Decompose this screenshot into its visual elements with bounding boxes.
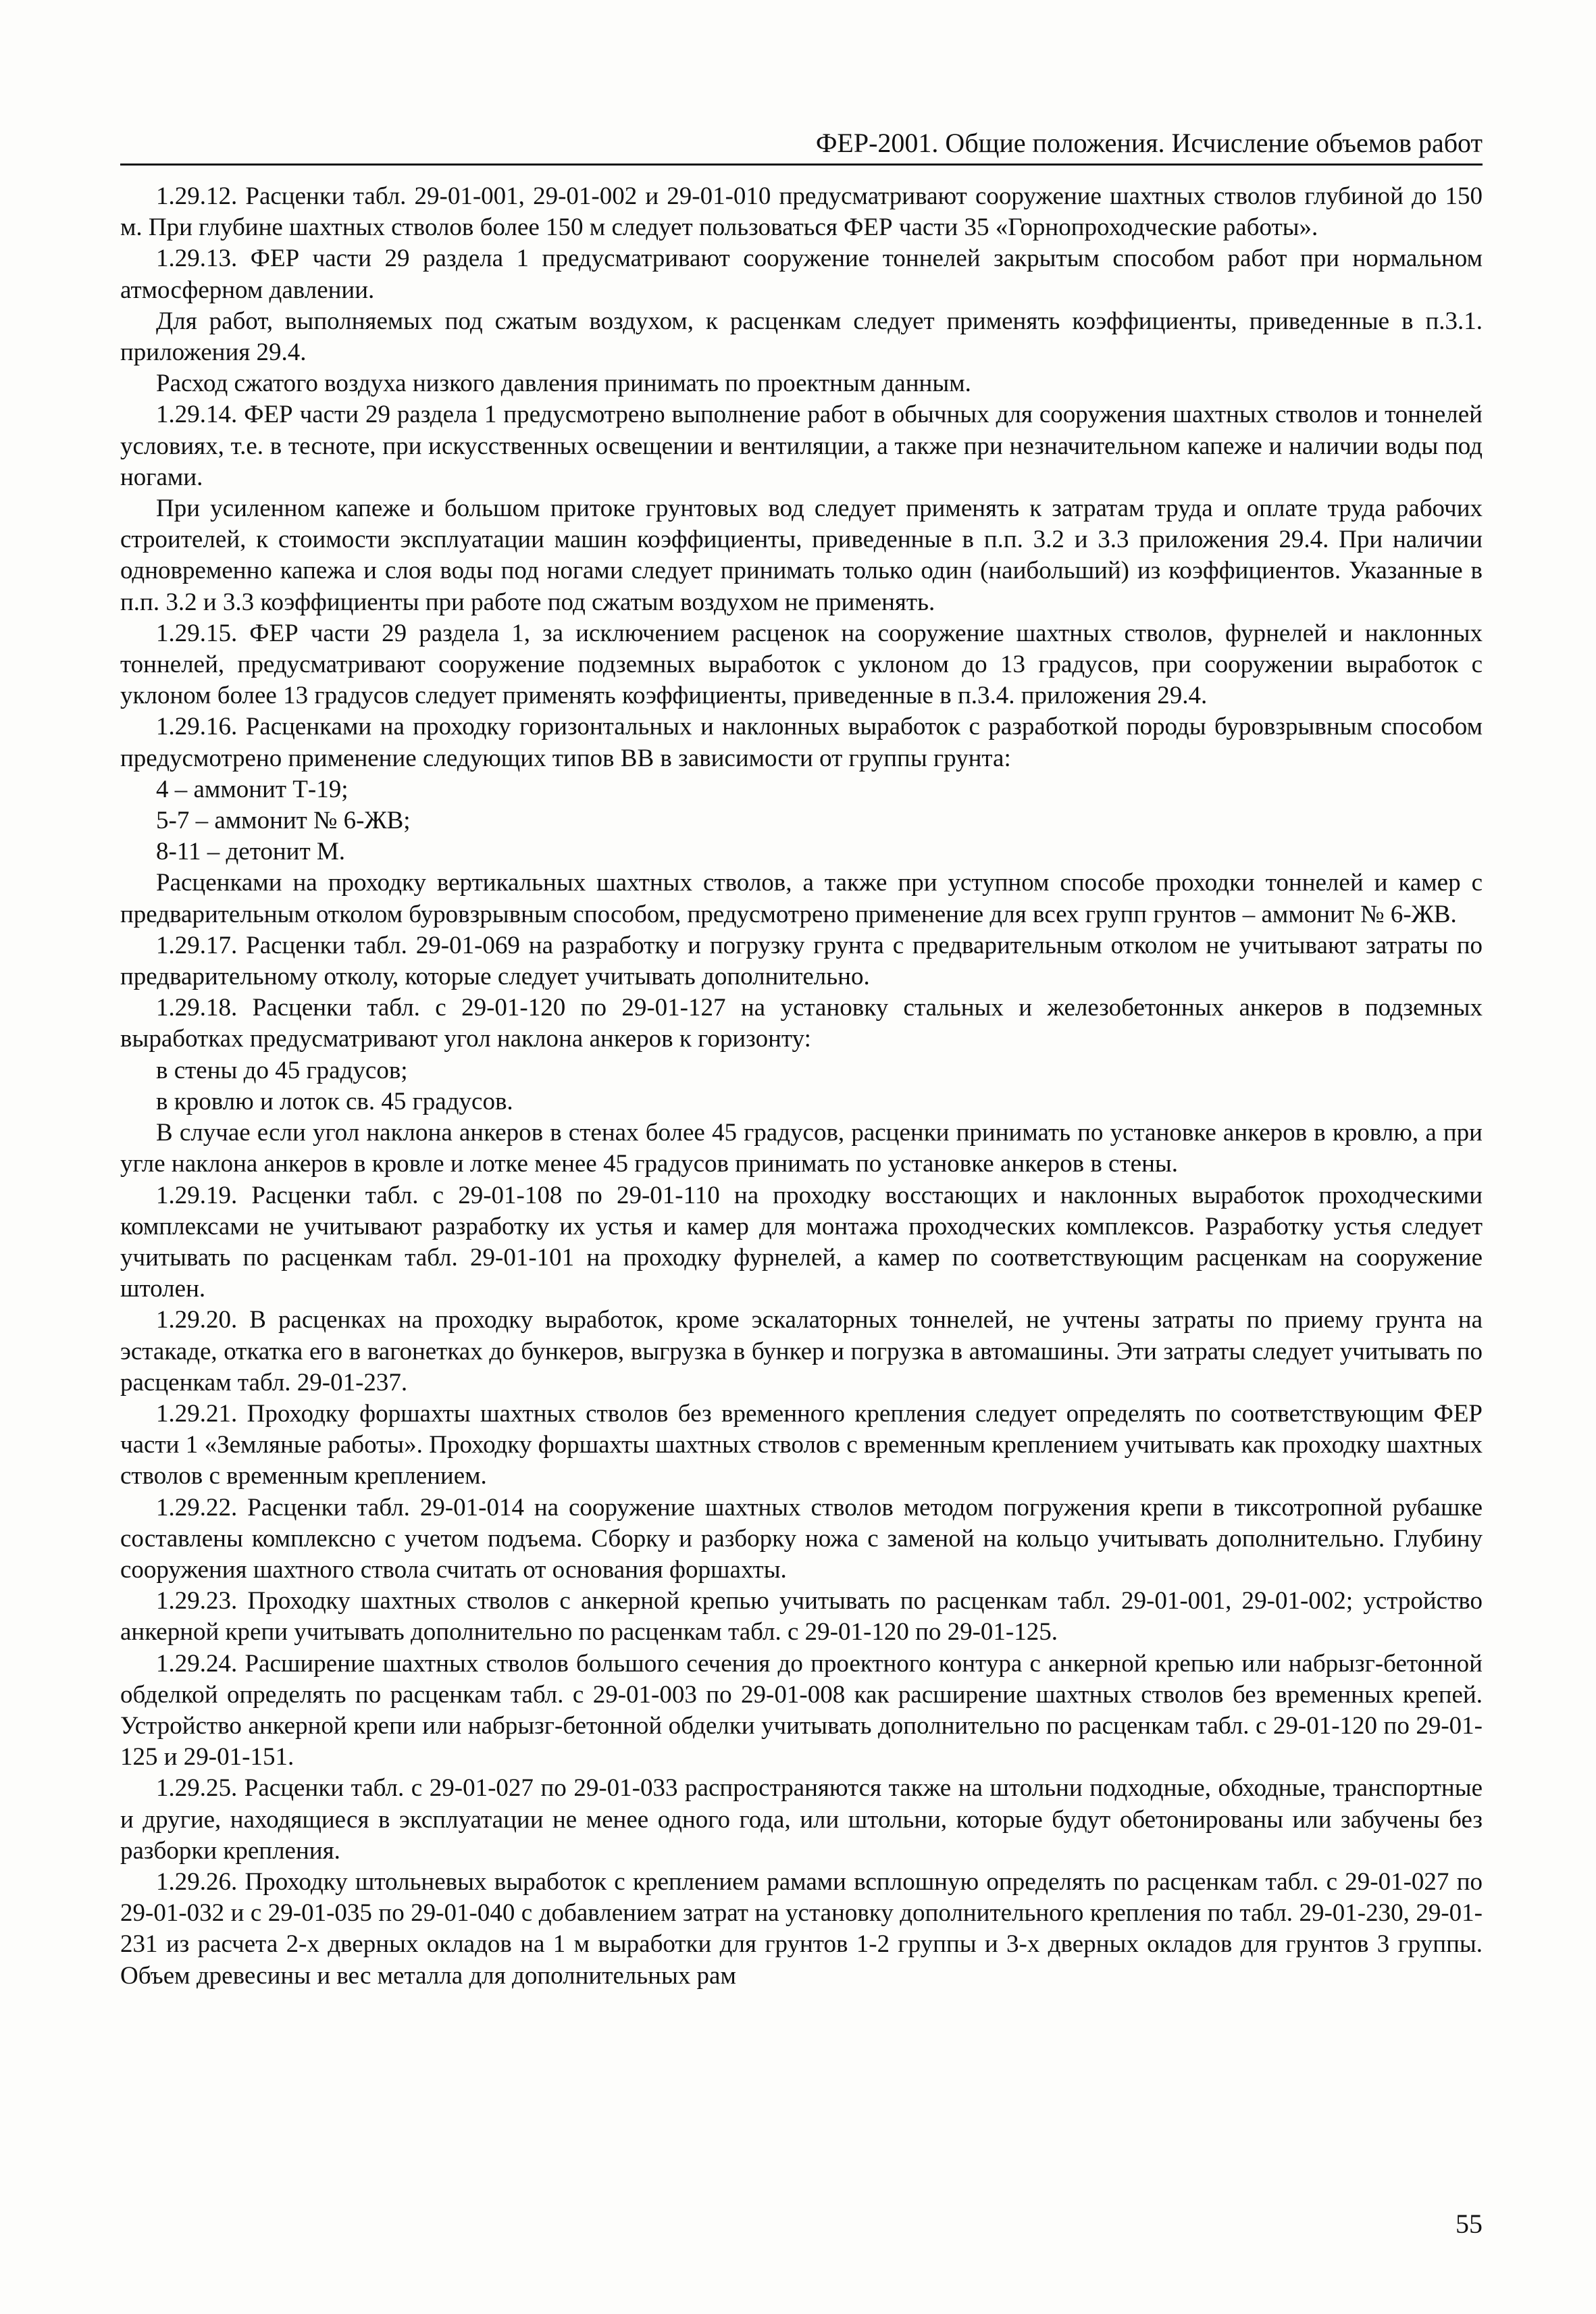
- paragraph-groundwater-coefficients: При усиленном капеже и большом притоке грунтовых вод следует применять к затратам труда и оплате труда рабочих строителей, к стоимости эксплуатации машин коэффициенты, приведенные в п.п. 3.2 и 3.3 приложения 29.4. При наличии одновременно капежа и слоя воды под ногами следует принимать только один (наибольший) из коэффициентов. Указанные в п.п. 3.2 и 3.3 коэффициенты при работе под сжатым воздухом не применять.: [120, 495, 1483, 616]
- paragraph-1-29-22: 1.29.22. Расценки табл. 29-01-014 на сооружение шахтных стволов методом погружения крепи в тиксотропной рубашке составлены комплексно с учетом подъема. Сборку и разборку ножа с заменой на кольцо учитывать дополнительно. Глубину сооружения шахтного ствола считать от основания форшахты.: [120, 1493, 1483, 1584]
- document-body: [120, 181, 1483, 1992]
- paragraph-1-29-21: 1.29.21. Проходку форшахты шахтных стволов без временного крепления следует определять по соответствующим ФЕР части 1 «Земляные работы». Проходку форшахты шахтных стволов с временным креплением учитывать как проходку шахтных стволов с временным креплением.: [120, 1399, 1483, 1490]
- paragraph-1-29-18: 1.29.18. Расценки табл. с 29-01-120 по 29-01-127 на установку стальных и железобетонных анкеров в подземных выработках предусматривают угол наклона анкеров к горизонту:: [120, 994, 1483, 1053]
- paragraph-vertical-shafts-explosive: Расценками на проходку вертикальных шахтных стволов, а также при уступном способе проходки тоннелей и камер с предварительным отколом буровзрывным способом, предусмотрено применение для всех групп грунтов – аммонит № 6-ЖВ.: [120, 869, 1483, 928]
- page-number: 55: [1456, 2209, 1483, 2239]
- paragraph-1-29-12: 1.29.12. Расценки табл. 29-01-001, 29-01-002 и 29-01-010 предусматривают сооружение шахтных стволов глубиной до 150 м. При глубине шахтных стволов более 150 м следует пользоваться ФЕР части 35 «Горнопроходческие работы».: [120, 182, 1483, 242]
- paragraph-1-29-25: 1.29.25. Расценки табл. с 29-01-027 по 29-01-033 распространяются также на штольни подходные, обходные, транспортные и другие, находящиеся в эксплуатации не менее одного года, или штольни, которые будут обетонированы или забучены без разборки крепления.: [120, 1774, 1483, 1865]
- list-item-explosive-group-5-7: 5-7 – аммонит № 6-ЖВ;: [156, 807, 411, 835]
- list-item-walls-angle: в стены до 45 градусов;: [156, 1056, 408, 1084]
- paragraph-1-29-20: 1.29.20. В расценках на проходку выработок, кроме эскалаторных тоннелей, не учтены затраты по приему грунта на эстакаде, откатка его в вагонетках до бункеров, выгрузка в бункер и погрузка в автомашины. Эти затраты следует учитывать по расценкам табл. 29-01-237.: [120, 1306, 1483, 1397]
- paragraph-1-29-19: 1.29.19. Расценки табл. с 29-01-108 по 29-01-110 на проходку восстающих и наклонных выработок проходческими комплексами не учитывают разработку их устья и камер для монтажа проходческих комплексов. Разработку устья следует учитывать по расценкам табл. 29-01-101 на проходку фурнелей, а камер по соответствующим расценкам на сооружение штолен.: [120, 1181, 1483, 1303]
- paragraph-1-29-14: 1.29.14. ФЕР части 29 раздела 1 предусмотрено выполнение работ в обычных для сооружения шахтных стволов и тоннелей условиях, т.е. в тесноте, при искусственных освещении и вентиляции, а также при незначительном капеже и наличии воды под ногами.: [120, 401, 1483, 491]
- list-item-explosive-group-8-11: 8-11 – детонит М.: [156, 838, 346, 866]
- paragraph-1-29-24: 1.29.24. Расширение шахтных стволов большого сечения до проектного контура с анкерной крепью или набрызг-бетонной обделкой определять по расценкам табл. с 29-01-003 по 29-01-008 как расширение шахтных стволов без временных крепей. Устройство анкерной крепи или набрызг-бетонной обделки учитывать дополнительно по расценкам табл. с 29-01-120 по 29-01-125 и 29-01-151.: [120, 1649, 1483, 1771]
- paragraph-1-29-23: 1.29.23. Проходку шахтных стволов с анкерной крепью учитывать по расценкам табл. 29-01-001, 29-01-002; устройство анкерной крепи учитывать дополнительно по расценкам табл. с 29-01-120 по 29-01-125.: [120, 1587, 1483, 1646]
- paragraph-1-29-16: 1.29.16. Расценками на проходку горизонтальных и наклонных выработок с разработкой породы буровзрывным способом предусмотрено применение следующих типов ВВ в зависимости от группы грунта:: [120, 713, 1483, 772]
- list-item-explosive-group-4: 4 – аммонит Т-19;: [156, 775, 349, 803]
- paragraph-1-29-26: 1.29.26. Проходку штольневых выработок с креплением рамами всплошную определять по расценкам табл. с 29-01-027 по 29-01-032 и с 29-01-035 по 29-01-040 с добавлением затрат на установку дополнительного крепления по табл. 29-01-230, 29-01-231 из расчета 2-х дверных окладов на 1 м выработки для грунтов 1-2 группы и 3-х дверных окладов для грунтов 3 группы. Объем древесины и вес металла для дополнительных рам: [120, 1867, 1483, 1990]
- paragraph-1-29-15: 1.29.15. ФЕР части 29 раздела 1, за исключением расценок на сооружение шахтных стволов, фурнелей и наклонных тоннелей, предусматривают сооружение подземных выработок с уклоном до 13 градусов, при сооружении выработок с уклоном более 13 градусов следует применять коэффициенты, приведенные в п.3.4. приложения 29.4.: [120, 619, 1483, 710]
- paragraph-1-29-17: 1.29.17. Расценки табл. 29-01-069 на разработку и погрузку грунта с предварительным отколом не учитывают затраты по предварительному отколу, которые следует учитывать дополнительно.: [120, 931, 1483, 991]
- list-item-roof-angle: в кровлю и лоток св. 45 градусов.: [156, 1087, 513, 1115]
- running-header: ФЕР-2001. Общие положения. Исчисление объемов работ: [120, 127, 1483, 166]
- paragraph-compressed-air-consumption: Расход сжатого воздуха низкого давления принимать по проектным данным.: [156, 370, 971, 398]
- paragraph-1-29-13: 1.29.13. ФЕР части 29 раздела 1 предусматривают сооружение тоннелей закрытым способом работ при нормальном атмосферном давлении.: [120, 245, 1483, 304]
- paragraph-compressed-air-coefficients: Для работ, выполняемых под сжатым воздухом, к расценкам следует применять коэффициенты, приведенные в п.3.1. приложения 29.4.: [120, 307, 1483, 367]
- paragraph-anchor-angle-rule: В случае если угол наклона анкеров в стенах более 45 градусов, расценки принимать по установке анкеров в кровлю, а при угле наклона анкеров в кровле и лотке менее 45 градусов принимать по установке анкеров в стены.: [120, 1119, 1483, 1178]
